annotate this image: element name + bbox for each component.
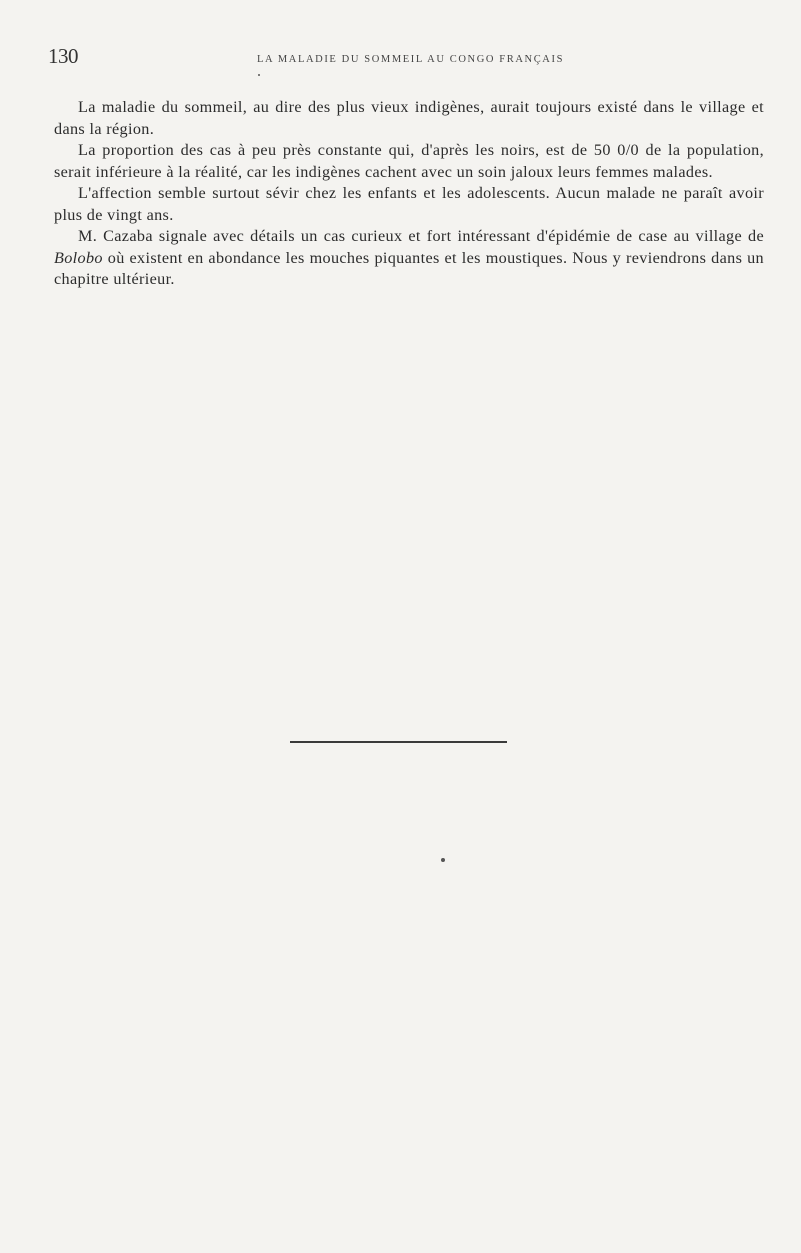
- paragraph-2: La proportion des cas à peu près constante qui, d'après les noirs, est de 50 0/0 de la population, serait inférieure à la réalité, car les indigènes cachent avec un soin jaloux leurs femmes malades.: [54, 141, 764, 181]
- print-speck: [441, 858, 445, 862]
- paragraph-1: La maladie du sommeil, au dire des plus vieux indigènes, aurait toujours existé dans le village et dans la région.: [54, 98, 764, 138]
- section-divider: [290, 741, 507, 743]
- paragraph-4-lead: M. Cazaba signale avec détails un cas curieux et fort intéressant d'épidémie de case au village de: [78, 227, 764, 245]
- page-number: 130: [48, 44, 78, 68]
- paragraph-4: [54, 226, 764, 291]
- paragraph-3: L'affection semble surtout sévir chez les enfants et les adolescents. Aucun malade ne paraît avoir plus de vingt ans.: [54, 184, 764, 224]
- running-head: LA MALADIE DU SOMMEIL AU CONGO FRANÇAIS: [257, 54, 565, 65]
- print-speck: [258, 74, 260, 76]
- place-name-bolobo: Bolobo: [54, 248, 103, 267]
- paragraph-4-tail: où existent en abondance les mouches piquantes et les moustiques. Nous y reviendrons dans un chapitre ultérieur.: [54, 248, 764, 288]
- body-text: [54, 97, 764, 291]
